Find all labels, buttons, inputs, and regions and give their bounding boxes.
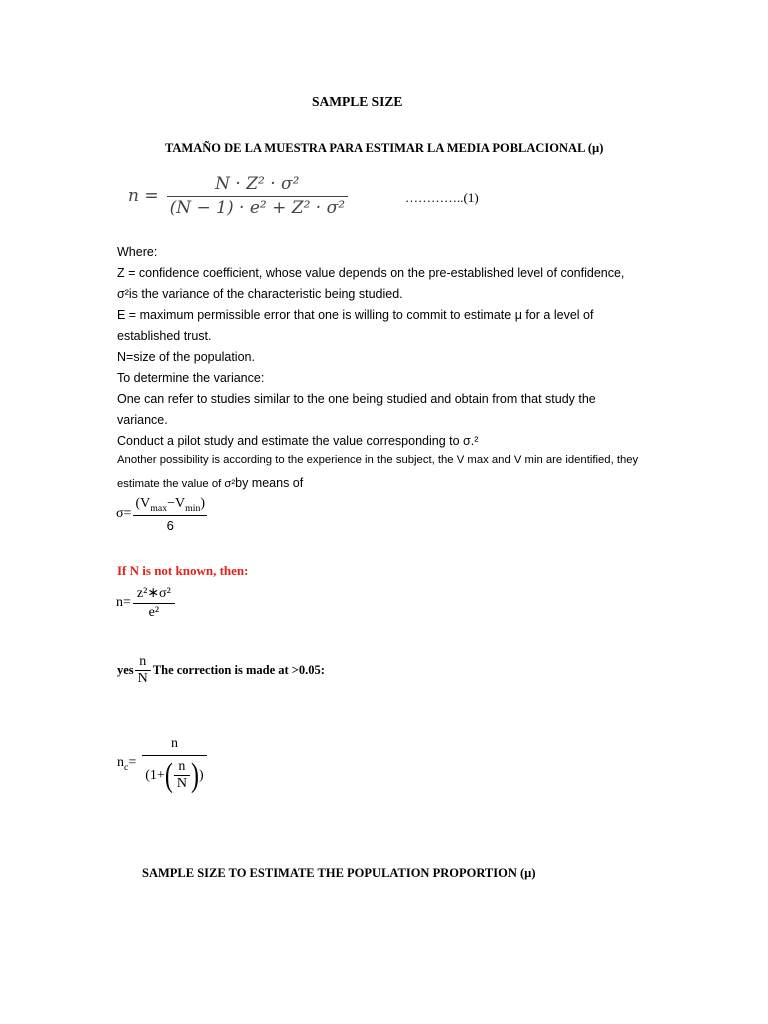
formula-lhs: n=	[116, 595, 131, 610]
formula-fraction	[133, 496, 207, 533]
ratio-numerator: n	[139, 654, 147, 669]
formula-tag: …………..(1)	[405, 190, 479, 205]
lhs-n: n	[117, 755, 124, 771]
formula-denominator	[142, 756, 206, 792]
formula-denominator: e²	[148, 605, 160, 620]
ratio-denominator: N	[137, 671, 148, 686]
text-line: σ²is the variance of the characteristic being studied.	[117, 287, 403, 301]
formula-fraction	[142, 736, 206, 792]
formula-fraction	[167, 174, 348, 218]
left-paren: (	[164, 757, 173, 794]
numerator-part: (V	[135, 496, 151, 511]
correction-text: The correction is made at >0.05:	[152, 663, 325, 677]
ratio-fraction	[135, 654, 151, 687]
denominator-part: (1+	[145, 767, 165, 783]
formula-fraction	[133, 585, 175, 621]
formula-numerator: n	[170, 736, 178, 751]
inner-numerator: n	[178, 759, 186, 774]
numerator-part: )	[200, 496, 206, 511]
text-line: One can refer to studies similar to the one being studied and obtain from that study the	[117, 392, 596, 406]
denominator-part: )	[198, 767, 204, 783]
page-title: SAMPLE SIZE	[312, 94, 403, 109]
text-line: Conduct a pilot study and estimate the value corresponding to σ.²	[117, 434, 479, 448]
text-fragment: estimate the value of σ²	[117, 478, 236, 490]
formula-sample-size-mean	[128, 174, 348, 218]
text-line: variance.	[117, 413, 168, 427]
section-heading-proportion: SAMPLE SIZE TO ESTIMATE THE POPULATION PROPORTION (µ)	[142, 866, 536, 880]
condition-heading: If N is not known, then:	[117, 563, 249, 578]
formula-numerator: N · Z² · σ²	[215, 174, 300, 194]
yes-prefix: yes	[117, 663, 134, 677]
text-line: To determine the variance:	[117, 371, 265, 385]
text-line	[117, 474, 303, 492]
formula-denominator: (N − 1) · e² + Z² · σ²	[169, 198, 346, 218]
text-line: Z = confidence coefficient, whose value depends on the pre-established level of confidence,	[117, 266, 625, 280]
text-fragment: by means of	[235, 476, 304, 490]
inner-denominator: N	[176, 776, 187, 791]
formula-lhs: n =	[128, 186, 159, 206]
inner-fraction	[174, 759, 190, 792]
right-paren: )	[190, 757, 199, 794]
section-heading-mean: TAMAÑO DE LA MUESTRA PARA ESTIMAR LA MEDIA POBLACIONAL (µ)	[165, 141, 604, 155]
text-line: E = maximum permissible error that one is willing to commit to estimate μ for a level of	[117, 308, 594, 322]
text-line: established trust.	[117, 329, 212, 343]
numerator-part: −V	[167, 496, 186, 511]
formula-sigma	[116, 496, 207, 533]
formula-lhs: σ=	[116, 506, 132, 522]
formula-lhs	[117, 755, 136, 773]
formula-nc	[117, 736, 207, 792]
text-line: Another possibility is according to the experience in the subject, the V max and V min are identified, they	[117, 454, 639, 466]
correction-line	[117, 654, 325, 687]
subscript-max: max	[150, 502, 168, 514]
subscript-min: min	[185, 502, 201, 514]
formula-denominator: 6	[166, 517, 174, 533]
where-heading: Where:	[117, 245, 158, 259]
formula-numerator	[133, 496, 207, 515]
text-line: N=size of the population.	[117, 350, 255, 364]
subscript-c: c	[124, 761, 129, 773]
formula-n-infinite	[116, 585, 175, 621]
formula-numerator: z²∗σ²	[136, 586, 171, 601]
equals-sign: =	[128, 755, 137, 771]
